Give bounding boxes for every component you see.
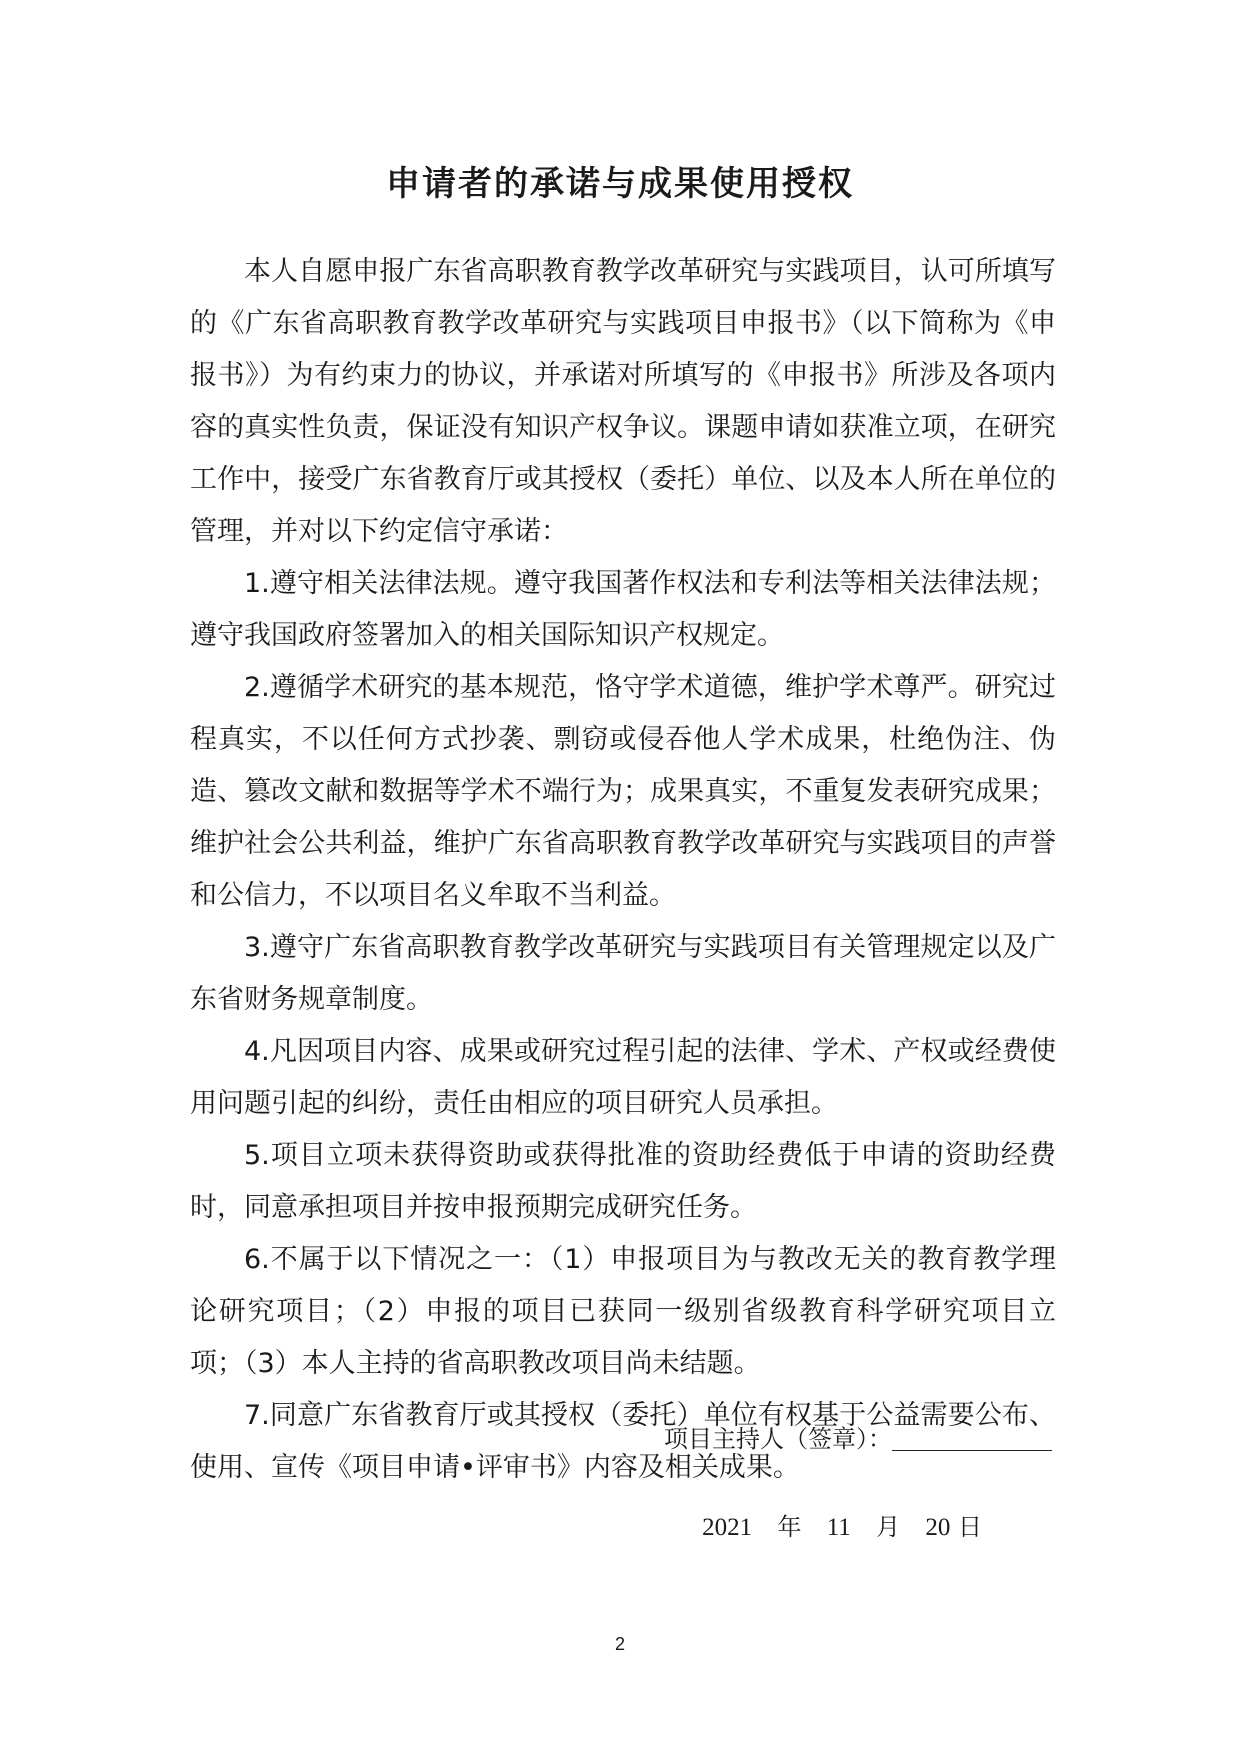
date-day-unit: 日 (958, 1513, 982, 1541)
clause-6: 6.不属于以下情况之一：（1）申报项目为与教改无关的教育教学理论研究项目；（2）申报的项目已获同一级别省级教育科学研究项目立项；（3）本人主持的省高职教改项目尚未结题。 (190, 1244, 1056, 1379)
signature-blank[interactable] (892, 1449, 1052, 1451)
clause-7: 7.同意广东省教育厅或其授权（委托）单位有权基于公益需要公布、使用、宣传《项目申请•评审书》内容及相关成果。 (190, 1400, 1056, 1483)
page-number: 2 (614, 1634, 625, 1654)
clause-1: 1.遵守相关法律法规。遵守我国著作权法和专利法等相关法律法规；遵守我国政府签署加入的相关国际知识产权规定。 (190, 568, 1056, 651)
date-year-unit: 年 (777, 1513, 802, 1541)
clause-4: 4.凡因项目内容、成果或研究过程引起的法律、学术、产权或经费使用问题引起的纠纷，责任由相应的项目研究人员承担。 (190, 1036, 1056, 1119)
signature-line (664, 1424, 1052, 1454)
document-title: 申请者的承诺与成果使用授权 (386, 164, 854, 204)
date-line (702, 1512, 982, 1543)
commitment-body (190, 246, 1056, 1494)
intro-paragraph: 本人自愿申报广东省高职教育教学改革研究与实践项目，认可所填写的《广东省高职教育教学改革研究与实践项目申报书》（以下简称为《申报书》）为有约束力的协议，并承诺对所填写的《申报书》所涉及各项内容的真实性负责，保证没有知识产权争议。课题申请如获准立项，在研究工作中，接受广东省教育厅或其授权（委托）单位、以及本人所在单位的管理，并对以下约定信守承诺： (190, 256, 1056, 547)
date-year: 2021 (702, 1514, 753, 1541)
signature-label: 项目主持人（签章）： (664, 1425, 892, 1453)
clause-2: 2.遵循学术研究的基本规范，恪守学术道德，维护学术尊严。研究过程真实，不以任何方式抄袭、剽窃或侵吞他人学术成果，杜绝伪注、伪造、篡改文献和数据等学术不端行为；成果真实，不重复发表研究成果；维护社会公共利益，维护广东省高职教育教学改革研究与实践项目的声誉和公信力，不以项目名义牟取不当利益。 (190, 672, 1056, 911)
clause-3: 3.遵守广东省高职教育教学改革研究与实践项目有关管理规定以及广东省财务规章制度。 (190, 932, 1056, 1015)
date-month-unit: 月 (876, 1513, 901, 1541)
clause-5: 5.项目立项未获得资助或获得批准的资助经费低于申请的资助经费时，同意承担项目并按申报预期完成研究任务。 (190, 1140, 1056, 1223)
date-month: 11 (826, 1514, 851, 1541)
date-day: 20 (925, 1514, 951, 1541)
